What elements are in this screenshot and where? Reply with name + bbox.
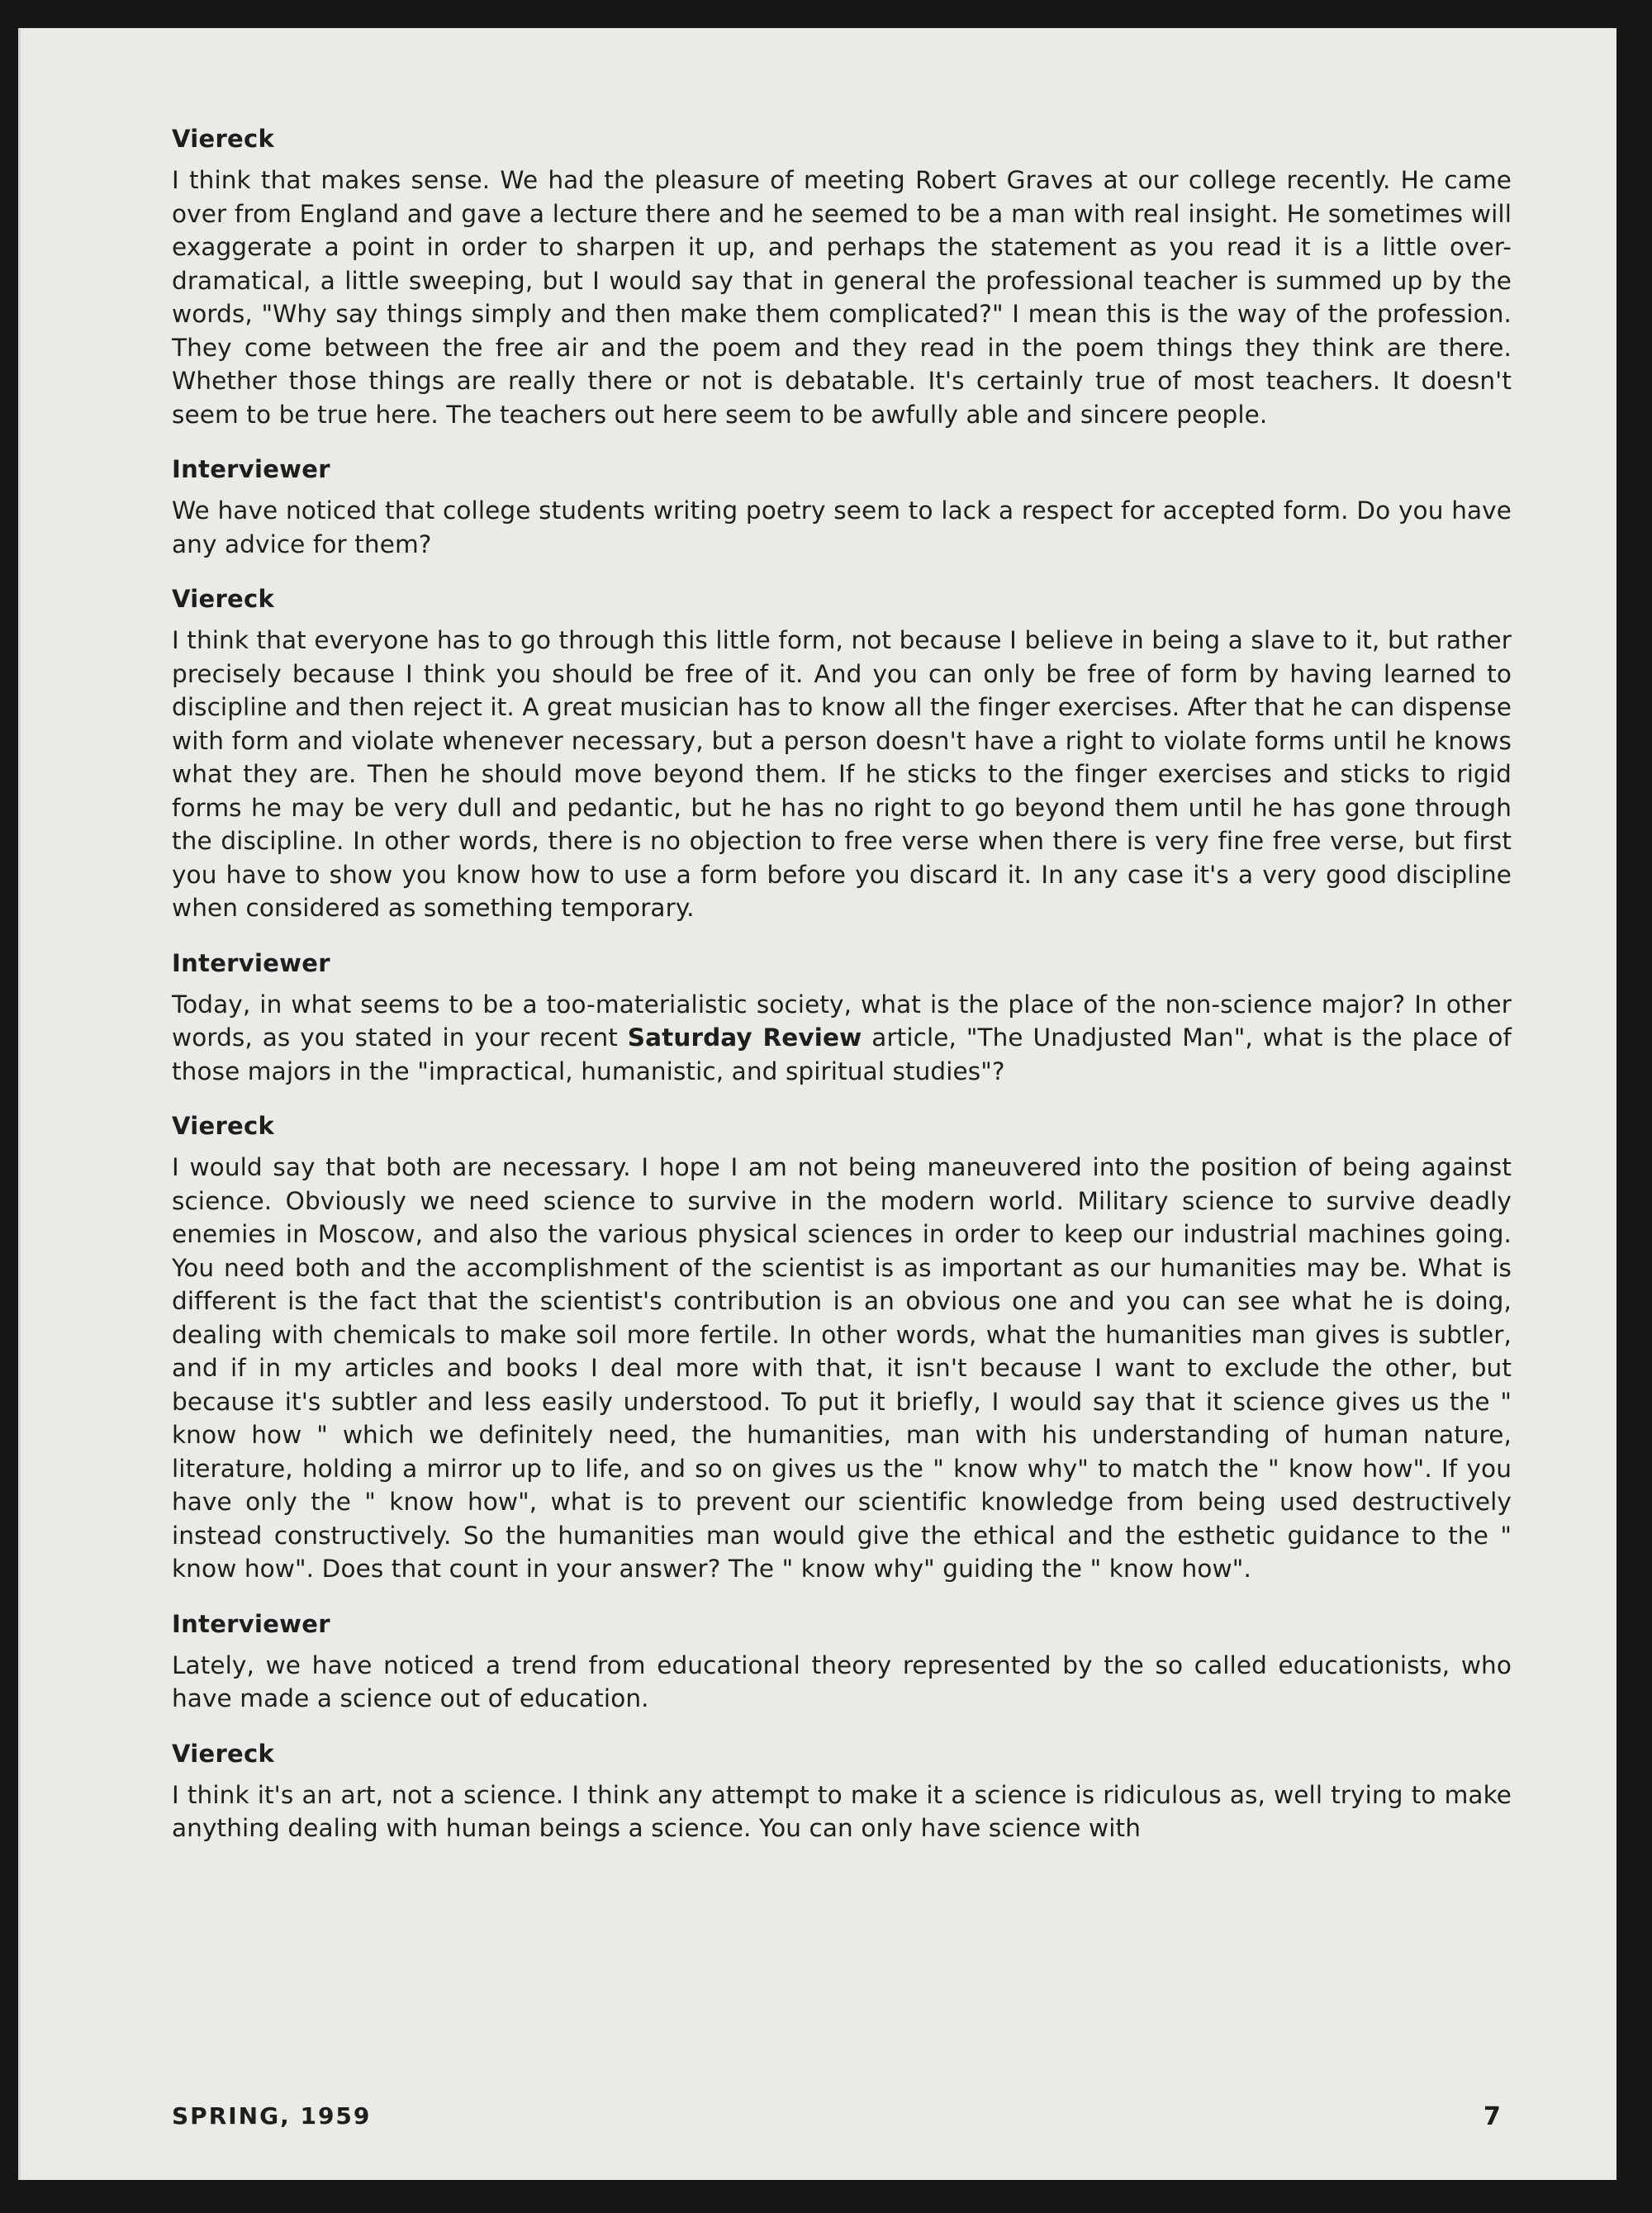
answer-paragraph: I think that makes sense. We had the pleasure of meeting Robert Graves at our college recently. He came over from England and gave a lecture there and he seemed to be a man with real insight. He sometimes will exaggerate a point in order to sharpen it up, and perhaps the statement as you read it is a little over-dramatical, a little sweeping, but I would say that in general the professional teacher is summed up by the words, "Why say things simply and then make them complicated?" I mean this is the way of the profession. They come between the free air and the poem and they read in the poem things they think are there. Whether those things are really there or not is debatable. It's certainly true of most teachers. It doesn't seem to be true here. The teachers out here seem to be awfully able and sincere people.: [172, 166, 1512, 429]
speaker-label: Interviewer: [172, 455, 330, 483]
question-paragraph: We have noticed that college students writing poetry seem to lack a respect for accepted form. Do you have any advice for them?: [172, 496, 1512, 558]
answer-paragraph: I think that everyone has to go through this little form, not because I believe in being a slave to it, but rather precisely because I think you should be free of it. And you can only be free of form by having learned to discipline and then reject it. A great musician has to know all the finger exercises. After that he can dispense with form and violate whenever necessary, but a person doesn't have a right to violate forms until he knows what they are. Then he should move beyond them. If he sticks to the finger exercises and sticks to rigid forms he may be very dull and pedantic, but he has no right to go beyond them until he has gone through the discipline. In other words, there is no objection to free verse when there is very fine free verse, but first you have to show you know how to use a form before you discard it. In any case it's a very good discipline when considered as something temporary.: [172, 626, 1512, 922]
article-body: [172, 122, 1512, 1867]
answer-paragraph: I think it's an art, not a science. I think any attempt to make it a science is ridiculous as, well trying to make anything dealing with human beings a science. You can only have science with: [172, 1780, 1512, 1842]
speaker-label: Viereck: [172, 1112, 275, 1140]
speaker-label: Interviewer: [172, 948, 330, 977]
publication-title: Saturday Review: [627, 1023, 862, 1052]
speaker-label: Viereck: [172, 125, 275, 153]
speaker-label: Viereck: [172, 585, 275, 613]
issue-date: SPRING, 1959: [172, 2102, 372, 2130]
question-paragraph: [172, 988, 1512, 1089]
question-text: Today, in what seems to be a too-materialistic society, what is the place of the non-science major? In other words, as you stated in your recent: [172, 990, 1512, 1052]
page-number: 7: [1483, 2102, 1501, 2131]
question-text: article, "The Unadjusted Man", what is the place of those majors in the "impractical, humanistic, and spiritual studies"?: [172, 1023, 1512, 1085]
answer-paragraph: I would say that both are necessary. I hope I am not being maneuvered into the position of being against science. Obviously we need science to survive in the modern world. Military science to survive deadly enemies in Moscow, and also the various physical sciences in order to keep our industrial machines going. You need both and the accomplishment of the scientist is as important as our humanities may be. What is different is the fact that the scientist's contribution is an obvious one and you can see what he is doing, dealing with chemicals to make soil more fertile. In other words, what the humanities man gives is subtler, and if in my articles and books I deal more with that, it isn't because I want to exclude the other, but because it's subtler and less easily understood. To put it briefly, I would say that it science gives us the " know how " which we definitely need, the humanities, man with his understanding of human nature, literature, holding a mirror up to life, and so on gives us the " know why" to match the " know how". If you have only the " know how", what is to prevent our scientific knowledge from being used destructively instead constructively. So the humanities man would give the ethical and the esthetic guidance to the " know how". Does that count in your answer? The " know why" guiding the " know how".: [172, 1153, 1512, 1583]
question-paragraph: Lately, we have noticed a trend from educational theory represented by the so called educationists, who have made a science out of education.: [172, 1650, 1512, 1712]
speaker-label: Viereck: [172, 1739, 275, 1768]
speaker-label: Interviewer: [172, 1609, 330, 1638]
